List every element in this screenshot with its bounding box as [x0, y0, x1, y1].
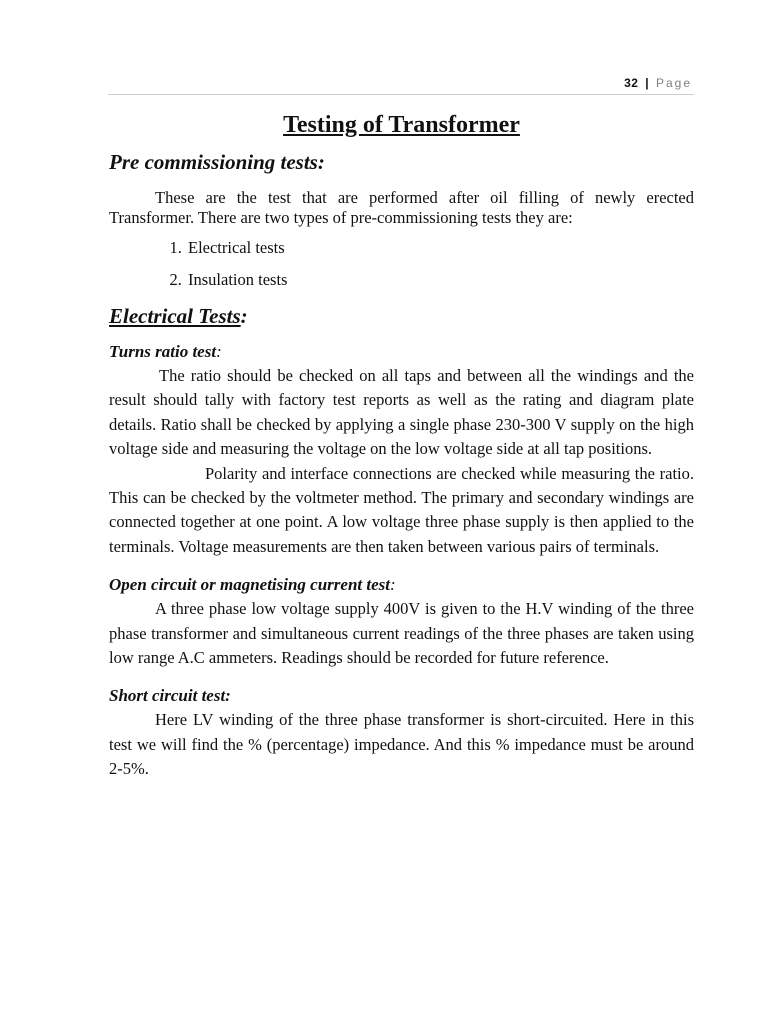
pre-commissioning-intro: These are the test that are performed after oil filling of newly erected Transformer. There are two types of pre-commissioning tests they are:: [109, 188, 694, 227]
page-content: [109, 108, 694, 782]
electrical-tests-heading-text: Electrical Tests: [109, 304, 241, 328]
short-circuit-heading: Short circuit test:: [109, 686, 231, 706]
turns-ratio-heading: [109, 340, 694, 364]
open-circuit-heading: [109, 573, 694, 597]
turns-ratio-heading-text: Turns ratio test: [109, 342, 217, 361]
turns-ratio-paragraph-2: Polarity and interface connections are checked while measuring the ratio. This can be checked by the voltmeter method. The primary and secondary windings are connected together at one point. A low voltage three phase supply is then applied to the terminals. Voltage measurements are then taken between various pairs of terminals.: [109, 463, 694, 556]
list-item: 1. Electrical tests: [186, 238, 694, 258]
open-circuit-heading-colon: :: [390, 575, 396, 595]
header-separator: |: [645, 76, 650, 90]
turns-ratio-heading-colon: :: [216, 342, 222, 361]
electrical-tests-heading: [109, 302, 694, 330]
turns-ratio-paragraph-1: The ratio should be checked on all taps and between all the windings and the result should tally with factory test reports as well as the rating and diagram plate details. Ratio shall be checked by applying a single phase 230-300 V supply on the high voltage side and measuring the voltage on the low voltage side at all tap positions.: [109, 366, 694, 459]
page-word: Page: [655, 76, 692, 90]
document-title: Testing of Transformer: [283, 112, 520, 138]
header-rule: [108, 94, 694, 95]
test-types-list: [109, 238, 694, 290]
open-circuit-heading-text: Open circuit or magnetising current test: [109, 575, 390, 595]
pre-commissioning-heading: Pre commissioning tests:: [109, 150, 325, 174]
page-header: [624, 76, 692, 90]
list-item: 2. Insulation tests: [186, 270, 694, 290]
open-circuit-paragraph: A three phase low voltage supply 400V is given to the H.V winding of the three phase transformer and simultaneous current readings of the three phases are taken using low range A.C ammeters. Readings should be recorded for future reference.: [109, 599, 694, 668]
electrical-tests-heading-colon: :: [240, 304, 248, 328]
page-number: 32: [624, 76, 639, 90]
short-circuit-paragraph: Here LV winding of the three phase transformer is short-circuited. Here in this test we will find the % (percentage) impedance. And this % impedance must be around 2-5%.: [109, 710, 694, 779]
